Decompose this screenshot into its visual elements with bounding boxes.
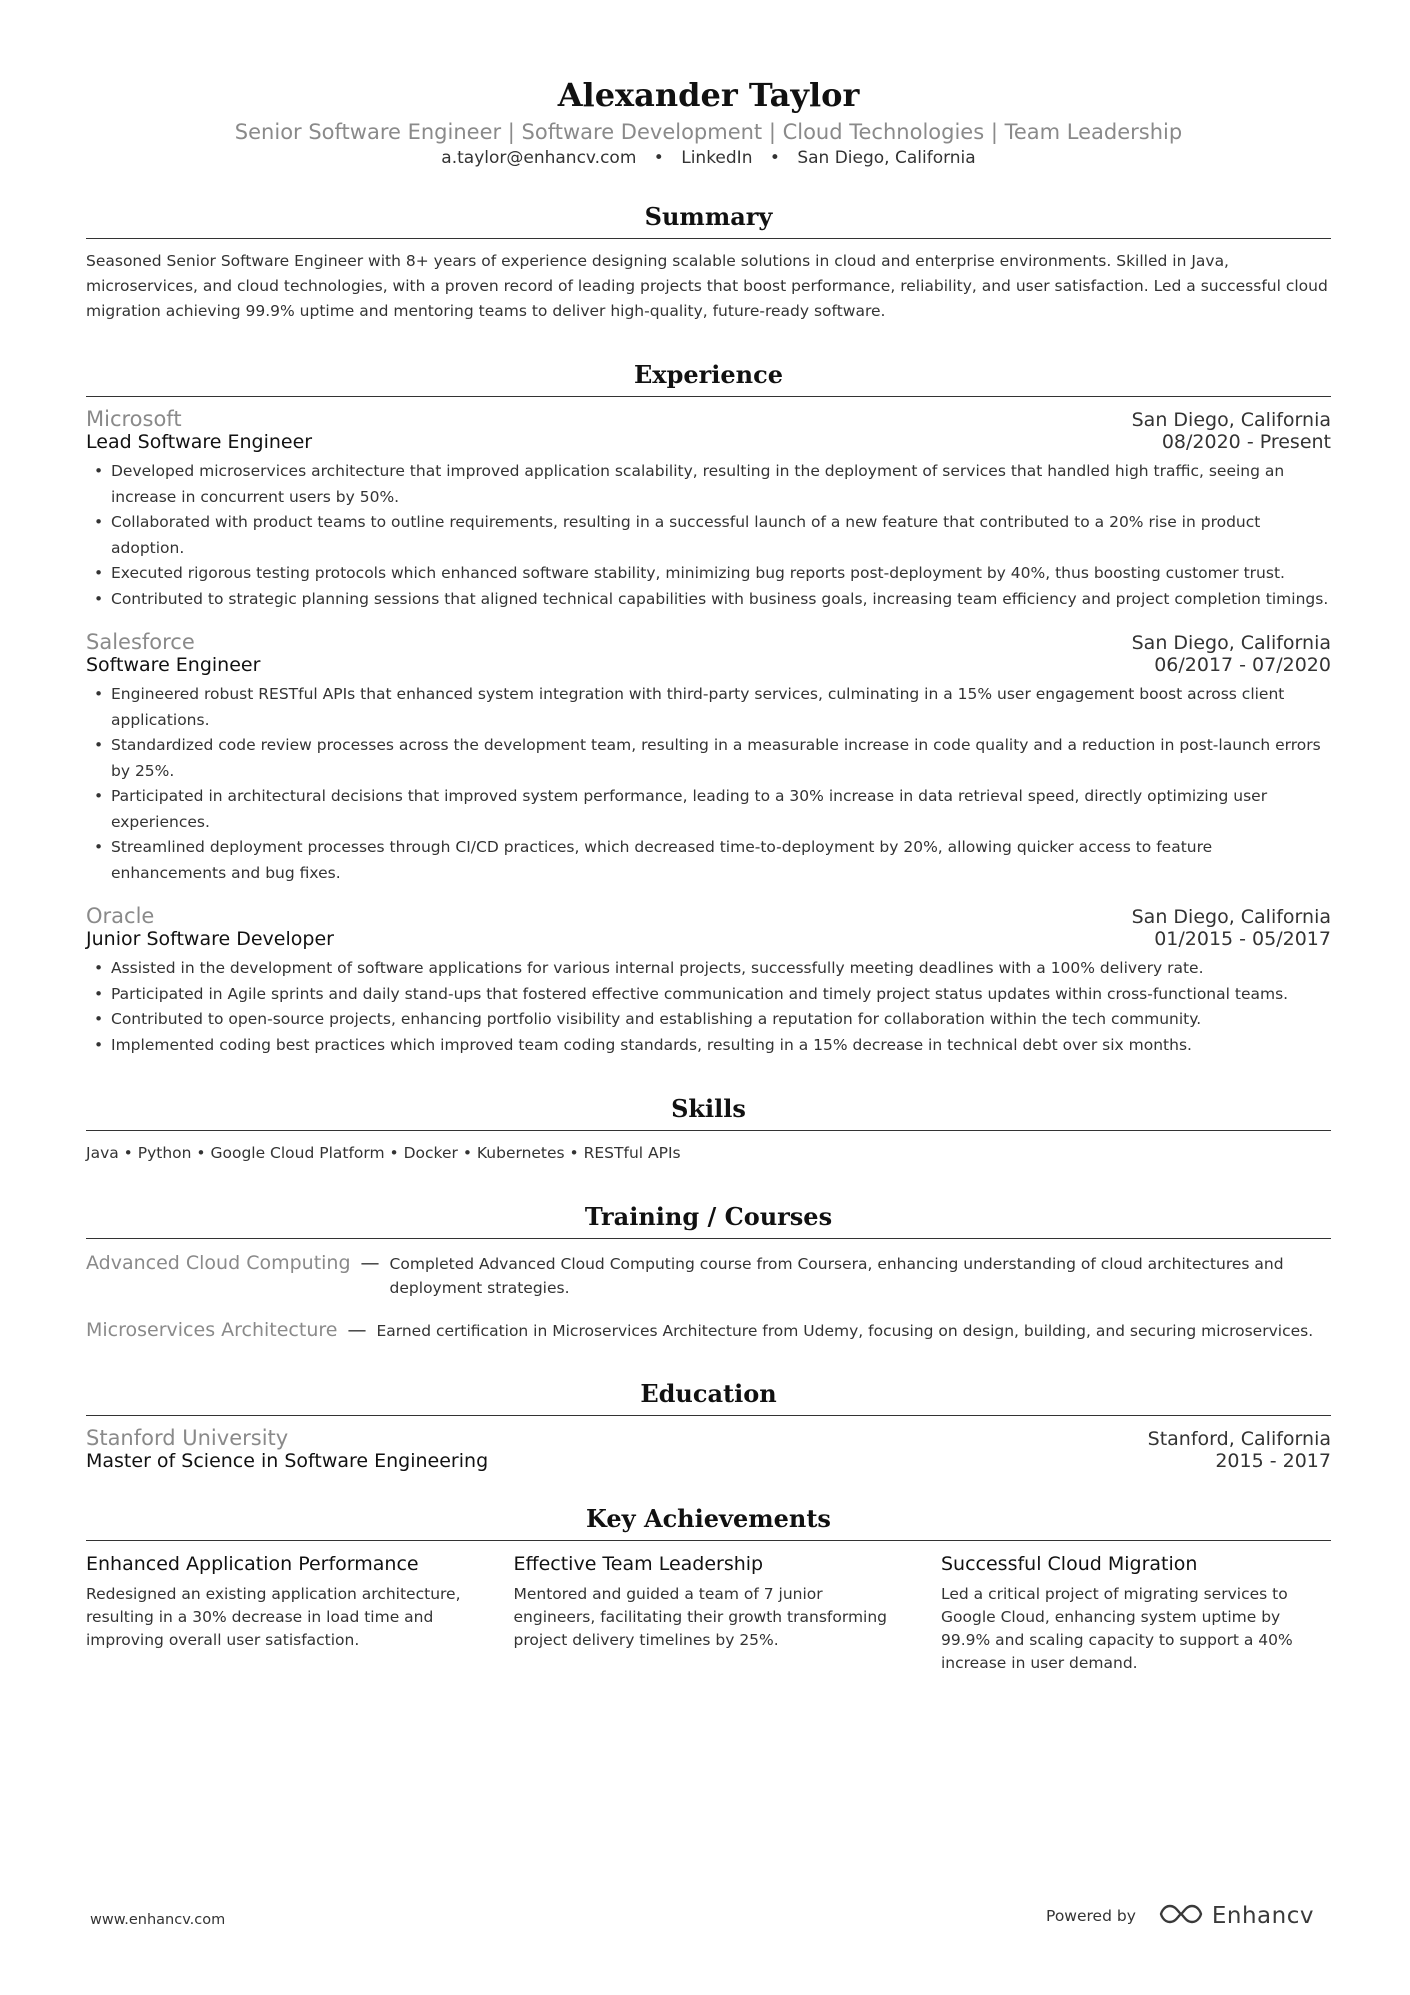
skills-heading: Skills: [671, 1094, 746, 1123]
footer-branding[interactable]: [1046, 1902, 1314, 1930]
bullet-item: • Standardized code review processes across the development team, resulting in a measurable increase in code quality and a reduction in post-launch errors by 25%.: [86, 733, 1331, 784]
contact-separator: •: [769, 148, 780, 168]
job-location: San Diego, California: [1131, 632, 1331, 654]
contact-line: [86, 146, 1331, 170]
entry-header: [86, 1426, 1331, 1450]
brand-name: Enhancv: [1211, 1903, 1314, 1929]
education-dates: 2015 - 2017: [1215, 1450, 1331, 1472]
school-location: Stanford, California: [1147, 1428, 1331, 1450]
achievement-item: [86, 1551, 476, 1675]
candidate-name: Alexander Taylor: [557, 76, 860, 114]
bullet-item: • Participated in architectural decisions that improved system performance, leading to a 30% increase in data retrieval speed, directly optimizing user experiences.: [86, 784, 1331, 835]
summary-section: [86, 202, 1331, 324]
course-dash: —: [347, 1319, 367, 1341]
entry-subheader: [86, 1450, 1331, 1472]
candidate-title: Senior Software Engineer | Software Development | Cloud Technologies | Team Leadership: [234, 120, 1183, 144]
job-bullets: [86, 682, 1331, 886]
company-name: Oracle: [86, 904, 155, 928]
experience-entry: [86, 630, 1331, 886]
company-name: Salesforce: [86, 630, 195, 654]
skills-section: [86, 1094, 1331, 1166]
summary-text: Seasoned Senior Software Engineer with 8+ years of experience designing scalable solutions in cloud and enterprise environments. Skilled in Java, microservices, and cloud technologies, with a proven record of leading projects that boost performance, reliability, and user satisfaction. Led a successful cloud migration achieving 99.9% uptime and mentoring teams to deliver high-quality, future-ready software.: [86, 252, 1328, 320]
degree-name: Master of Science in Software Engineering: [86, 1450, 489, 1472]
education-entry: [86, 1426, 1331, 1472]
job-role: Junior Software Developer: [86, 928, 334, 950]
achievements-grid: [86, 1551, 1331, 1675]
job-dates: 06/2017 - 07/2020: [1154, 654, 1331, 676]
entry-subheader: [86, 928, 1331, 950]
entry-header: [86, 407, 1331, 431]
course-name: Microservices Architecture: [86, 1319, 338, 1341]
job-location: San Diego, California: [1131, 409, 1331, 431]
achievements-section: [86, 1504, 1331, 1675]
section-divider: [86, 1130, 1331, 1131]
experience-heading: Experience: [633, 360, 783, 389]
section-divider: [86, 396, 1331, 397]
achievement-description: Redesigned an existing application architecture, resulting in a 30% decrease in load time and improving overall user satisfaction.: [86, 1585, 461, 1649]
bullet-item: • Collaborated with product teams to outline requirements, resulting in a successful launch of a new feature that contributed to a 20% rise in product adoption.: [86, 510, 1331, 561]
achievement-item: [514, 1551, 904, 1675]
bullet-item: • Participated in Agile sprints and daily stand-ups that fostered effective communication and timely project status updates within cross-functional teams.: [86, 982, 1331, 1008]
course-entry: [86, 1251, 1331, 1300]
training-heading: Training / Courses: [584, 1202, 833, 1231]
training-section: [86, 1202, 1331, 1343]
entry-subheader: [86, 654, 1331, 676]
course-description: Earned certification in Microservices Architecture from Udemy, focusing on design, building, and securing microservices.: [376, 1322, 1314, 1340]
enhancv-logo-icon: [1158, 1902, 1204, 1930]
email-link[interactable]: a.taylor@enhancv.com: [441, 148, 637, 168]
achievement-item: [941, 1551, 1331, 1675]
section-divider: [86, 1415, 1331, 1416]
bullet-item: • Contributed to open-source projects, enhancing portfolio visibility and establishing a reputation for collaboration within the tech community.: [86, 1007, 1331, 1033]
summary-heading: Summary: [644, 202, 773, 231]
school-name: Stanford University: [86, 1426, 289, 1450]
education-heading: Education: [640, 1379, 777, 1408]
bullet-item: • Developed microservices architecture that improved application scalability, resulting in the deployment of services that handled high traffic, seeing an increase in concurrent users by 50%.: [86, 459, 1331, 510]
section-divider: [86, 1238, 1331, 1239]
course-entry: [86, 1318, 1331, 1343]
bullet-item: • Contributed to strategic planning sessions that aligned technical capabilities with business goals, increasing team efficiency and project completion timings.: [86, 587, 1331, 613]
job-bullets: [86, 956, 1331, 1058]
achievement-title: Successful Cloud Migration: [941, 1553, 1198, 1575]
bullet-item: • Executed rigorous testing protocols which enhanced software stability, minimizing bug reports post-deployment by 40%, thus boosting customer trust.: [86, 561, 1331, 587]
job-bullets: [86, 459, 1331, 612]
section-divider: [86, 1540, 1331, 1541]
job-dates: 08/2020 - Present: [1161, 431, 1331, 453]
experience-entry: [86, 407, 1331, 612]
linkedin-link[interactable]: LinkedIn: [681, 148, 753, 168]
company-name: Microsoft: [86, 407, 182, 431]
footer-website-link[interactable]: www.enhancv.com: [90, 1912, 226, 1928]
job-role: Software Engineer: [86, 654, 261, 676]
resume-page: [86, 0, 1331, 1675]
course-description: Completed Advanced Cloud Computing course from Coursera, enhancing understanding of cloud architectures and deployment strategies.: [389, 1255, 1284, 1297]
education-section: [86, 1379, 1331, 1472]
job-role: Lead Software Engineer: [86, 431, 313, 453]
powered-by-label: Powered by: [1046, 1907, 1136, 1925]
bullet-item: • Streamlined deployment processes through CI/CD practices, which decreased time-to-deployment by 20%, allowing quicker access to feature enhancements and bug fixes.: [86, 835, 1331, 886]
skills-list: Java • Python • Google Cloud Platform • Docker • Kubernetes • RESTful APIs: [86, 1144, 681, 1162]
course-name: Advanced Cloud Computing: [86, 1252, 351, 1274]
bullet-item: • Engineered robust RESTful APIs that enhanced system integration with third-party services, culminating in a 15% user engagement boost across client applications.: [86, 682, 1331, 733]
contact-separator: •: [653, 148, 664, 168]
entry-header: [86, 904, 1331, 928]
section-divider: [86, 238, 1331, 239]
entry-header: [86, 630, 1331, 654]
experience-entry: [86, 904, 1331, 1058]
job-dates: 01/2015 - 05/2017: [1154, 928, 1331, 950]
achievement-description: Led a critical project of migrating services to Google Cloud, enhancing system uptime by 99.9% and scaling capacity to support a 40% increase in user demand.: [941, 1585, 1293, 1672]
experience-section: [86, 360, 1331, 1058]
achievement-title: Enhanced Application Performance: [86, 1553, 419, 1575]
bullet-item: • Assisted in the development of software applications for various internal projects, successfully meeting deadlines with a 100% delivery rate.: [86, 956, 1331, 982]
achievement-title: Effective Team Leadership: [513, 1553, 764, 1575]
bullet-item: • Implemented coding best practices which improved team coding standards, resulting in a 15% decrease in technical debt over six months.: [86, 1033, 1331, 1059]
achievement-description: Mentored and guided a team of 7 junior engineers, facilitating their growth transforming project delivery timelines by 25%.: [513, 1585, 888, 1649]
location-text: San Diego, California: [797, 148, 976, 168]
course-dash: —: [360, 1252, 380, 1274]
achievements-heading: Key Achievements: [586, 1504, 831, 1533]
entry-subheader: [86, 431, 1331, 453]
job-location: San Diego, California: [1131, 906, 1331, 928]
